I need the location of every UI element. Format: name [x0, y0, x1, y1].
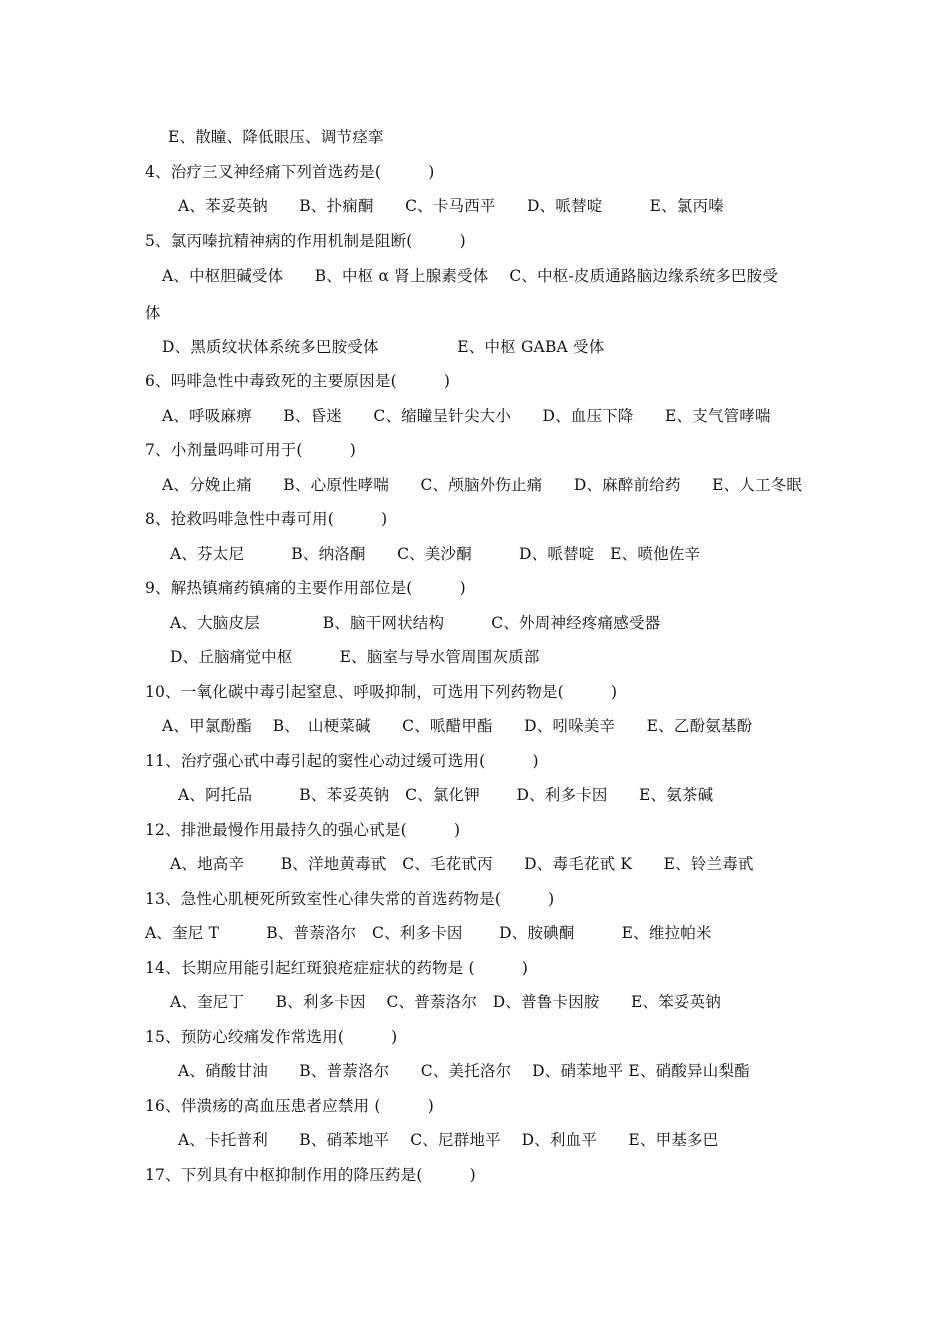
question-14: 14、长期应用能引起红斑狼疮症症状的药物是 ( ) — [145, 959, 529, 977]
question-8: 8、抢救吗啡急性中毒可用( ) — [145, 510, 388, 528]
options-q8: A、芬太尼 B、纳洛酮 C、美沙酮 D、哌替啶 E、喷他佐辛 — [170, 545, 701, 563]
question-10: 10、一氧化碳中毒引起窒息、呼吸抑制，可选用下列药物是( ) — [145, 683, 618, 701]
options-q4: A、苯妥英钠 B、扑痫酮 C、卡马西平 D、哌替啶 E、氯丙嗪 — [178, 197, 724, 215]
options-q11: A、阿托品 B、苯妥英钠 C、氯化钾 D、利多卡因 E、氨茶碱 — [178, 786, 714, 804]
options-q5-line2: 体 — [145, 304, 161, 322]
question-16: 16、伴溃疡的高血压患者应禁用 ( ) — [145, 1097, 434, 1115]
question-11: 11、治疗强心甙中毒引起的窦性心动过缓可选用( ) — [145, 752, 539, 770]
question-17: 17、下列具有中枢抑制作用的降压药是( ) — [145, 1166, 476, 1184]
options-q6: A、呼吸麻痹 B、昏迷 C、缩瞳呈针尖大小 D、血压下降 E、支气管哮喘 — [162, 407, 771, 425]
options-q15: A、硝酸甘油 B、普萘洛尔 C、美托洛尔 D、硝苯地平 E、硝酸异山梨酯 — [178, 1062, 750, 1080]
options-q5-line1: A、中枢胆碱受体 B、中枢 α 肾上腺素受体 C、中枢-皮质通路脑边缘系统多巴胺受 — [162, 267, 779, 285]
question-13: 13、急性心肌梗死所致室性心律失常的首选药物是( ) — [145, 890, 555, 908]
options-q9-line2: D、丘脑痛觉中枢 E、脑室与导水管周围灰质部 — [170, 648, 540, 666]
options-q10: A、甲氯酚酯 B、 山梗菜碱 C、哌醋甲酯 D、吲哚美辛 E、乙酚氨基酚 — [162, 717, 753, 735]
options-q12: A、地高辛 B、洋地黄毒甙 C、毛花甙丙 D、毒毛花甙 K E、铃兰毒甙 — [170, 855, 754, 873]
options-q7: A、分娩止痛 B、心原性哮喘 C、颅脑外伤止痛 D、麻醉前给药 E、人工冬眠 — [162, 476, 803, 494]
options-q9-line1: A、大脑皮层 B、脑干网状结构 C、外周神经疼痛感受器 — [170, 614, 661, 632]
option-line-q3-e: E、散瞳、降低眼压、调节痉挛 — [168, 128, 384, 146]
question-7: 7、小剂量吗啡可用于( ) — [145, 441, 356, 459]
question-6: 6、吗啡急性中毒致死的主要原因是( ) — [145, 372, 451, 390]
options-q13: A、奎尼 T B、普萘洛尔 C、利多卡因 D、胺碘酮 E、维拉帕米 — [145, 924, 712, 942]
question-9: 9、解热镇痛药镇痛的主要作用部位是( ) — [145, 579, 466, 597]
question-4: 4、治疗三叉神经痛下列首选药是( ) — [145, 163, 435, 181]
question-15: 15、预防心绞痛发作常选用( ) — [145, 1028, 398, 1046]
options-q5-line3: D、黑质纹状体系统多巴胺受体 E、中枢 GABA 受体 — [162, 338, 605, 356]
options-q14: A、奎尼丁 B、利多卡因 C、普萘洛尔 D、普鲁卡因胺 E、笨妥英钠 — [170, 993, 722, 1011]
options-q16: A、卡托普利 B、硝苯地平 C、尼群地平 D、利血平 E、甲基多巴 — [178, 1131, 719, 1149]
question-5: 5、氯丙嗪抗精神病的作用机制是阻断( ) — [145, 232, 466, 250]
question-12: 12、排泄最慢作用最持久的强心甙是( ) — [145, 821, 461, 839]
